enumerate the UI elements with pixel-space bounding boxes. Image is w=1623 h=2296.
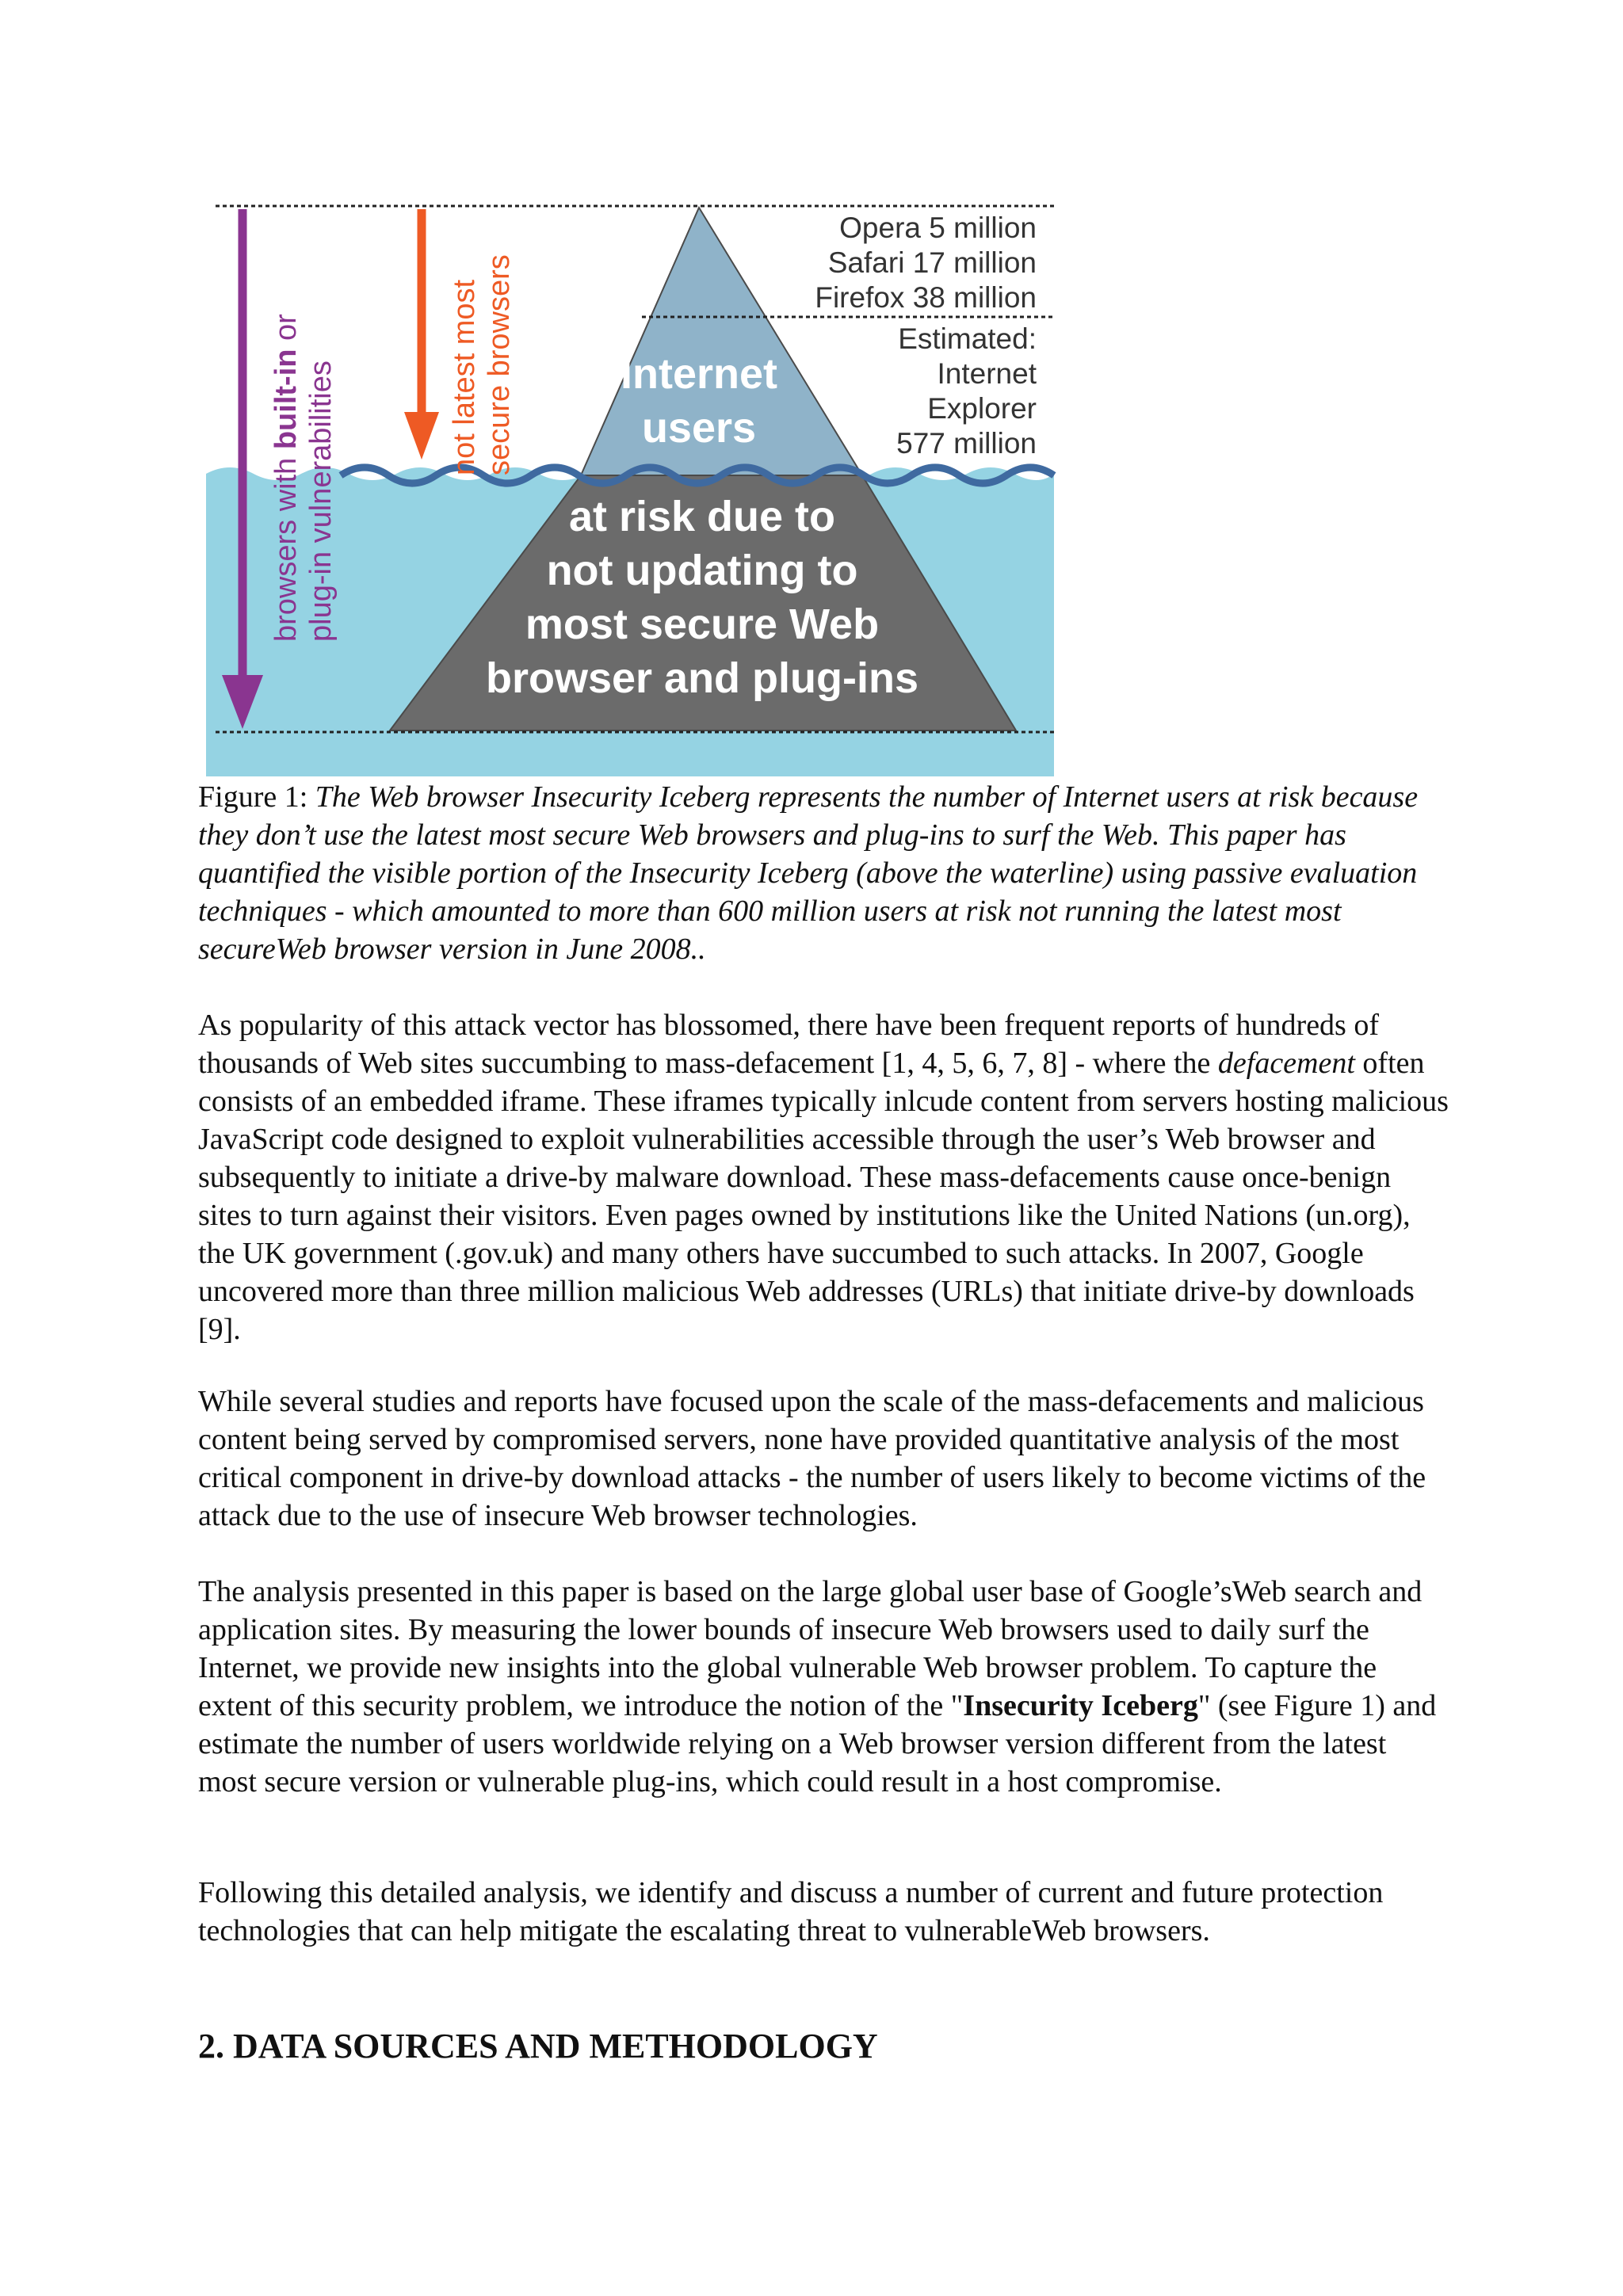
paragraph-3 [198,1573,1450,1801]
underwater-line-3: most secure Web [525,601,880,648]
underwater-line-4: browser and plug-ins [485,654,919,702]
stat-opera: Opera 5 million [839,212,1037,244]
orange-label-line2: secure browsers [483,254,516,475]
stat-internet: Internet [937,357,1037,390]
underwater-line-1: at risk due to [568,493,836,540]
paragraph-3-part-a: The analysis presented in this paper is based on the large global user base of Google’sWeb search and application sites. By measuring the lower bounds of insecure Web browsers used to daily surf the Internet, we provide new insights into the global vulnerable Web browser problem. To capture the extent of this security problem, we introduce the notion of the " [198,1575,1423,1722]
purple-label-line2: plug-in vulnerabilities [304,360,338,642]
stat-explorer: Explorer [927,392,1037,425]
underwater-line-2: not updating to [546,547,858,594]
orange-label-line1: not latest most [448,279,481,475]
caption-text: The Web browser Insecurity Iceberg represents the number of Internet users at risk because they don’t use the latest most secure Web browsers and plug-ins to surf the Web. This paper has quantified the visible portion of the Insecurity Iceberg (above the waterline) using passive evaluation techniques - which amounted to more than 600 million users at risk not running the latest most secureWeb browser version in June 2008.. [198,780,1419,966]
paragraph-3-strong: Insecurity Iceberg [963,1689,1198,1722]
caption-label: Figure 1: [198,780,315,814]
orange-arrow-head [404,412,439,460]
iceberg-figure [198,190,1062,784]
paragraph-1-part-a: As popularity of this attack vector has blossomed, there have been frequent reports of hundreds of thousands of Web sites succumbing to mass-defacement [1, 4, 5, 6, 7, 8] - where the [198,1009,1379,1080]
stat-safari: Safari 17 million [827,246,1037,279]
stat-firefox: Firefox 38 million [815,281,1037,314]
paragraph-4: Following this detailed analysis, we identify and discuss a number of current and future protection technologies that can help mitigate the escalating threat to vulnerableWeb browsers. [198,1876,1384,1947]
section-heading: 2. DATA SOURCES AND METHODOLOGY [198,2027,878,2065]
purple-label-suffix: or [269,314,303,349]
paragraph-2: While several studies and reports have focused upon the scale of the mass-defacements and malicious content being served by compromised servers, none have provided quantitative analysis of the most critical component in drive-by download attacks - the number of users likely to become victims of the attack due to the use of insecure Web browser technologies. [198,1385,1426,1532]
purple-label-prefix: browsers with [269,449,303,642]
paragraph-1-part-b: often consists of an embedded iframe. These iframes typically inlcude content from servers hosting malicious JavaScript code designed to exploit vulnerabilities accessible through the user’s Web browser and subsequently to initiate a drive-by malware download. These mass-defacements cause once-benign sites to turn against their visitors. Even pages owned by institutions like the United Nations (un.org), the UK government (.gov.uk) and many others have succumbed to such attacks. In 2007, Google uncovered more than three million malicious Web addresses (URLs) that initiate drive-by downloads [9]. [198,1047,1449,1346]
tip-label-line2: users [641,404,757,452]
svg-text:browsers with built-in or [269,314,303,642]
stat-estimated: Estimated: [898,322,1037,355]
paragraph-3-part-b: " (see Figure 1) and estimate the number of users worldwide relying on a Web browser version different from the latest most secure version or vulnerable plug-ins, which could result in a host compromise. [198,1689,1437,1798]
tip-label-line1: Internet [620,350,778,398]
paragraph-1 [198,1006,1450,1348]
paragraph-1-emphasis: defacement [1217,1047,1355,1080]
purple-label-bold: built-in [269,349,303,450]
stat-ie-count: 577 million [896,427,1037,460]
figure-caption [198,778,1450,968]
